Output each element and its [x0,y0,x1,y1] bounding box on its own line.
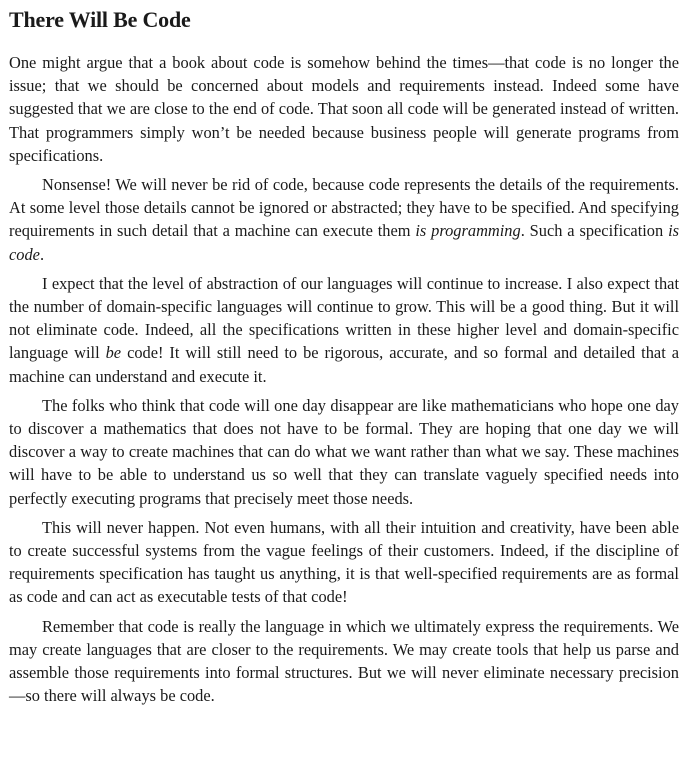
paragraph [9,272,679,388]
paragraph [9,394,679,510]
paragraph [9,516,679,609]
paragraph [9,615,679,708]
paragraph-text: This will never happen. Not even humans, with all their intuition and creativity, have been able to create successful systems from the vague feelings of their customers. Indeed, if the discipline of requirements specification has taught us anything, it is that well-specified requirements are as formal as code and can act as executable tests of that code! [9,517,679,607]
paragraph-text: I expect that the level of abstraction of our languages will continue to increase. I also expect that the number of domain-specific languages will continue to grow. This will be a good thing. But it will not eliminate code. Indeed, all the specifications written in these higher level and domain-specific language will [9,273,679,363]
paragraph [9,173,679,266]
paragraph-text: . [39,244,45,264]
paragraph-text: code! It will still need to be rigorous, accurate, and so formal and detailed that a machine can understand and execute it. [9,343,679,386]
section-heading: There Will Be Code [9,7,191,32]
emphasis-text: is programming [415,221,521,241]
paragraph-text: Nonsense! We will never be rid of code, because code represents the details of the requirements. At some level those details cannot be ignored or abstracted; they have to be specified. And specifying requirements in such detail that a machine can execute them [9,175,679,241]
paragraph-text: One might argue that a book about code is somehow behind the times—that code is no longer the issue; that we should be concerned about models and requirements instead. Indeed some have suggested that we are close to the end of code. That soon all code will be generated instead of written. That programmers simply won’t be needed because business people will generate programs from specifications. [9,53,679,165]
body-text [9,51,679,707]
paragraph-text: The folks who think that code will one day disappear are like mathematicians who hope one day to discover a mathematics that does not have to be formal. They are hoping that one day we will discover a way to create machines that can do what we want rather than what we say. These machines will have to be able to understand us so well that they can translate vaguely specified needs into perfectly executing programs that precisely meet those needs. [9,395,679,508]
paragraph-text: . Such a specification [520,221,669,241]
emphasis-text: be [105,343,122,363]
paragraph-text: Remember that code is really the language in which we ultimately express the requirements. We may create languages that are closer to the requirements. We may create tools that help us parse and assemble those requirements into formal structures. But we will never eliminate necessary precision—so there will always be code. [9,616,679,706]
paragraph [9,51,679,167]
emphasis-text: is code [9,221,679,264]
